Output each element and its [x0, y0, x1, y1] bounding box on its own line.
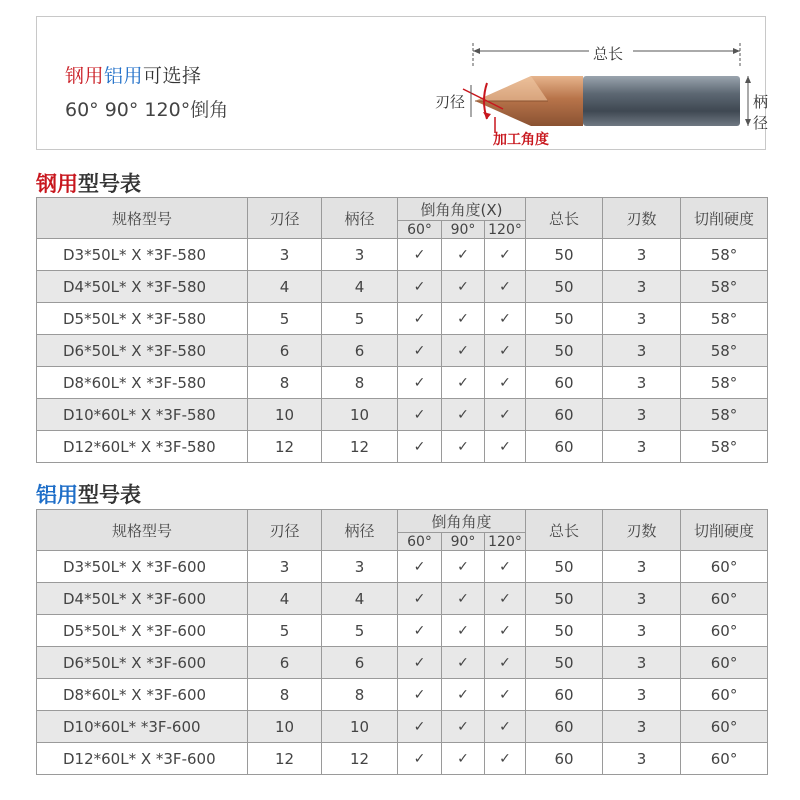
header-total-length: 总长: [526, 198, 603, 239]
flutes-cell: 3: [603, 679, 681, 711]
hardness-cell: 58°: [681, 431, 768, 463]
model-cell: D12*60L* X *3F-580: [37, 431, 248, 463]
aluminum-model-table: [36, 509, 768, 775]
hardness-cell: 60°: [681, 743, 768, 775]
hardness-cell: 58°: [681, 239, 768, 271]
flutes-cell: 3: [603, 303, 681, 335]
blade-diameter-cell: 8: [248, 679, 322, 711]
header-shank-diameter: 柄径: [322, 510, 398, 551]
blade-diameter-cell: 5: [248, 615, 322, 647]
check-120-icon: ✓: [485, 711, 526, 743]
table-row: [37, 647, 768, 679]
table-row: [37, 335, 768, 367]
header-flutes: 刃数: [603, 510, 681, 551]
check-60-icon: ✓: [398, 743, 442, 775]
check-60-icon: ✓: [398, 335, 442, 367]
shank-diameter-cell: 6: [322, 647, 398, 679]
model-cell: D4*50L* X *3F-600: [37, 583, 248, 615]
aluminum-table-body: [37, 551, 768, 775]
steel-title-accent: 钢用: [36, 172, 78, 196]
shank-diameter-cell: 4: [322, 583, 398, 615]
blade-diameter-cell: 6: [248, 335, 322, 367]
table-row: [37, 399, 768, 431]
check-60-icon: ✓: [398, 367, 442, 399]
selectable-label: 可选择: [143, 65, 202, 87]
check-60-icon: ✓: [398, 679, 442, 711]
check-60-icon: ✓: [398, 647, 442, 679]
blade-diameter-cell: 5: [248, 303, 322, 335]
check-90-icon: ✓: [442, 335, 485, 367]
blade-diameter-cell: 8: [248, 367, 322, 399]
model-cell: D8*60L* X *3F-600: [37, 679, 248, 711]
shank-diameter-cell: 5: [322, 615, 398, 647]
table-row: [37, 551, 768, 583]
check-120-icon: ✓: [485, 367, 526, 399]
aluminum-title-accent: 铝用: [36, 483, 78, 507]
check-60-icon: ✓: [398, 239, 442, 271]
header-angle-60: 60°: [398, 533, 442, 551]
total-length-cell: 50: [526, 615, 603, 647]
check-120-icon: ✓: [485, 743, 526, 775]
check-60-icon: ✓: [398, 271, 442, 303]
blade-diameter-cell: 10: [248, 711, 322, 743]
shank-diameter-cell: 10: [322, 711, 398, 743]
total-length-cell: 60: [526, 743, 603, 775]
check-90-icon: ✓: [442, 615, 485, 647]
aluminum-title-rest: 型号表: [78, 483, 141, 507]
shank-diameter-cell: 4: [322, 271, 398, 303]
header-chamfer-angle: 倒角角度(X): [398, 198, 526, 221]
blade-diameter-cell: 4: [248, 271, 322, 303]
flutes-cell: 3: [603, 743, 681, 775]
header-angle-60: 60°: [398, 221, 442, 239]
check-120-icon: ✓: [485, 679, 526, 711]
total-length-cell: 50: [526, 551, 603, 583]
model-cell: D3*50L* X *3F-580: [37, 239, 248, 271]
check-60-icon: ✓: [398, 551, 442, 583]
machining-angle-label: 加工角度: [493, 132, 549, 148]
table-row: [37, 711, 768, 743]
table-row: [37, 679, 768, 711]
table-row: [37, 239, 768, 271]
shank-diameter-cell: 10: [322, 399, 398, 431]
model-cell: D10*60L* *3F-600: [37, 711, 248, 743]
model-cell: D3*50L* X *3F-600: [37, 551, 248, 583]
tool-diagram: [383, 21, 767, 149]
total-length-label: 总长: [593, 45, 624, 63]
shank-diameter-cell: 3: [322, 551, 398, 583]
shank-diameter-cell: 12: [322, 431, 398, 463]
hardness-cell: 58°: [681, 335, 768, 367]
hardness-cell: 58°: [681, 367, 768, 399]
chamfer-angles-line: 60° 90° 120°倒角: [65, 99, 229, 121]
model-cell: D10*60L* X *3F-580: [37, 399, 248, 431]
flutes-cell: 3: [603, 271, 681, 303]
hardness-cell: 60°: [681, 711, 768, 743]
table-row: [37, 583, 768, 615]
steel-table-body: [37, 239, 768, 463]
hardness-cell: 58°: [681, 399, 768, 431]
table-row: [37, 271, 768, 303]
flutes-cell: 3: [603, 367, 681, 399]
check-120-icon: ✓: [485, 399, 526, 431]
model-cell: D5*50L* X *3F-600: [37, 615, 248, 647]
total-length-cell: 50: [526, 303, 603, 335]
check-120-icon: ✓: [485, 583, 526, 615]
total-length-cell: 50: [526, 335, 603, 367]
table-row: [37, 615, 768, 647]
total-length-cell: 50: [526, 239, 603, 271]
aluminum-table-title: [36, 479, 141, 509]
hardness-cell: 58°: [681, 303, 768, 335]
shank-diameter-cell: 8: [322, 367, 398, 399]
check-120-icon: ✓: [485, 615, 526, 647]
blade-diameter-cell: 12: [248, 743, 322, 775]
check-60-icon: ✓: [398, 431, 442, 463]
total-length-cell: 50: [526, 647, 603, 679]
check-120-icon: ✓: [485, 239, 526, 271]
model-cell: D4*50L* X *3F-580: [37, 271, 248, 303]
hardness-cell: 58°: [681, 271, 768, 303]
header-hardness: 切削硬度: [681, 198, 768, 239]
check-60-icon: ✓: [398, 615, 442, 647]
flutes-cell: 3: [603, 399, 681, 431]
blade-diameter-cell: 4: [248, 583, 322, 615]
total-length-cell: 50: [526, 583, 603, 615]
flutes-cell: 3: [603, 431, 681, 463]
check-90-icon: ✓: [442, 239, 485, 271]
hardness-cell: 60°: [681, 679, 768, 711]
check-60-icon: ✓: [398, 399, 442, 431]
header-total-length: 总长: [526, 510, 603, 551]
blade-diameter-cell: 3: [248, 239, 322, 271]
check-90-icon: ✓: [442, 367, 485, 399]
check-120-icon: ✓: [485, 335, 526, 367]
blade-diameter-cell: 10: [248, 399, 322, 431]
total-length-cell: 60: [526, 679, 603, 711]
shank-diameter-cell: 6: [322, 335, 398, 367]
aluminum-usage-label: 铝用: [104, 65, 144, 87]
steel-title-rest: 型号表: [78, 172, 141, 196]
check-120-icon: ✓: [485, 551, 526, 583]
header-blade-diameter: 刃径: [248, 510, 322, 551]
check-90-icon: ✓: [442, 271, 485, 303]
total-length-cell: 50: [526, 271, 603, 303]
check-90-icon: ✓: [442, 583, 485, 615]
blade-diameter-cell: 6: [248, 647, 322, 679]
check-90-icon: ✓: [442, 743, 485, 775]
check-90-icon: ✓: [442, 399, 485, 431]
usage-line: [65, 61, 202, 88]
flutes-cell: 3: [603, 239, 681, 271]
header-angle-120: 120°: [485, 221, 526, 239]
flutes-cell: 3: [603, 711, 681, 743]
model-cell: D5*50L* X *3F-580: [37, 303, 248, 335]
check-120-icon: ✓: [485, 431, 526, 463]
header-model: 规格型号: [37, 510, 248, 551]
hardness-cell: 60°: [681, 615, 768, 647]
flutes-cell: 3: [603, 647, 681, 679]
product-banner: [36, 16, 769, 150]
flutes-cell: 3: [603, 583, 681, 615]
flutes-cell: 3: [603, 615, 681, 647]
check-90-icon: ✓: [442, 551, 485, 583]
header-chamfer-angle: 倒角角度: [398, 510, 526, 533]
hardness-cell: 60°: [681, 647, 768, 679]
check-90-icon: ✓: [442, 711, 485, 743]
flutes-cell: 3: [603, 551, 681, 583]
check-90-icon: ✓: [442, 647, 485, 679]
hardness-cell: 60°: [681, 551, 768, 583]
table-row: [37, 303, 768, 335]
model-cell: D12*60L* X *3F-600: [37, 743, 248, 775]
table-row: [37, 431, 768, 463]
model-cell: D8*60L* X *3F-580: [37, 367, 248, 399]
shank-diameter-cell: 5: [322, 303, 398, 335]
steel-usage-label: 钢用: [65, 65, 105, 87]
check-120-icon: ✓: [485, 271, 526, 303]
header-angle-120: 120°: [485, 533, 526, 551]
model-cell: D6*50L* X *3F-600: [37, 647, 248, 679]
table-row: [37, 743, 768, 775]
header-model: 规格型号: [37, 198, 248, 239]
header-blade-diameter: 刃径: [248, 198, 322, 239]
blade-diameter-cell: 12: [248, 431, 322, 463]
header-shank-diameter: 柄径: [322, 198, 398, 239]
header-angle-90: 90°: [442, 221, 485, 239]
check-60-icon: ✓: [398, 711, 442, 743]
table-row: [37, 367, 768, 399]
blade-diameter-label: 刃径: [435, 93, 466, 111]
header-hardness: 切削硬度: [681, 510, 768, 551]
blade-diameter-cell: 3: [248, 551, 322, 583]
shank-diameter-cell: 12: [322, 743, 398, 775]
check-60-icon: ✓: [398, 303, 442, 335]
chamfer-mill-illustration: [383, 21, 767, 149]
total-length-cell: 60: [526, 711, 603, 743]
shank-diameter-label: 柄径: [753, 93, 769, 132]
check-120-icon: ✓: [485, 303, 526, 335]
total-length-cell: 60: [526, 367, 603, 399]
header-flutes: 刃数: [603, 198, 681, 239]
total-length-cell: 60: [526, 399, 603, 431]
check-90-icon: ✓: [442, 303, 485, 335]
check-60-icon: ✓: [398, 583, 442, 615]
flutes-cell: 3: [603, 335, 681, 367]
steel-model-table: [36, 197, 768, 463]
hardness-cell: 60°: [681, 583, 768, 615]
header-angle-90: 90°: [442, 533, 485, 551]
total-length-cell: 60: [526, 431, 603, 463]
steel-table-title: [36, 168, 141, 198]
check-90-icon: ✓: [442, 679, 485, 711]
check-90-icon: ✓: [442, 431, 485, 463]
model-cell: D6*50L* X *3F-580: [37, 335, 248, 367]
check-120-icon: ✓: [485, 647, 526, 679]
shank-diameter-cell: 3: [322, 239, 398, 271]
shank-diameter-cell: 8: [322, 679, 398, 711]
